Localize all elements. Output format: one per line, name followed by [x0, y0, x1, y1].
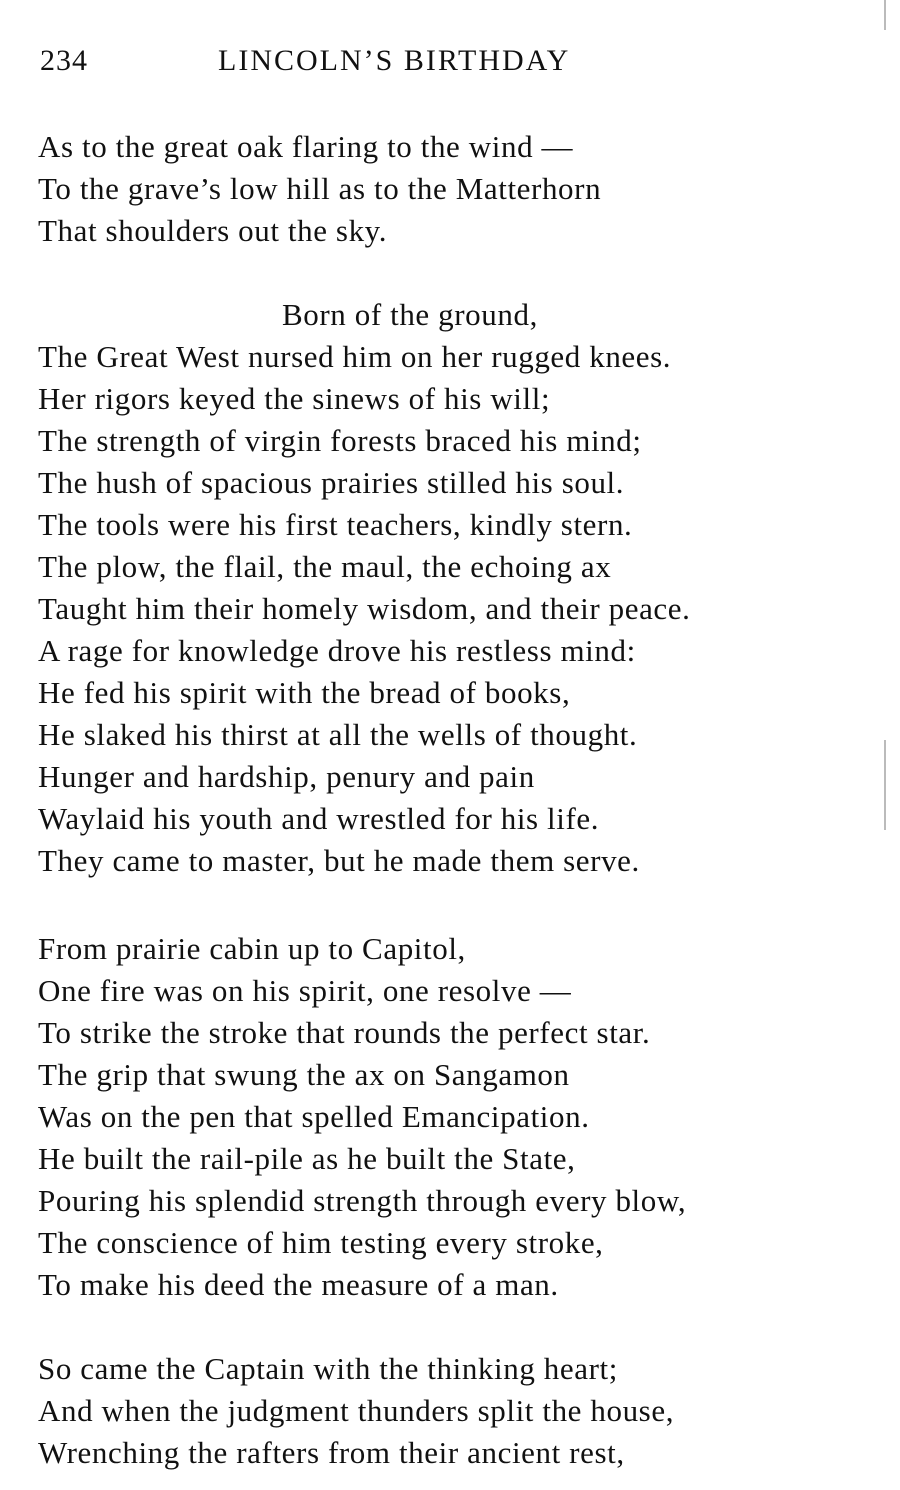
poem-line-indented: Born of the ground,	[282, 297, 538, 332]
poem-line: The conscience of him testing every stroke,	[38, 1225, 604, 1260]
poem-line: He fed his spirit with the bread of books,	[38, 675, 571, 710]
poem-line: To make his deed the measure of a man.	[38, 1267, 559, 1302]
poem-line: Pouring his splendid strength through every blow,	[38, 1183, 687, 1218]
poem-line: The hush of spacious prairies stilled his soul.	[38, 465, 625, 500]
poem-line: Wrenching the rafters from their ancient rest,	[38, 1435, 625, 1470]
poem-line: Hunger and hardship, penury and pain	[38, 759, 535, 794]
poem-line: The plow, the flail, the maul, the echoing ax	[38, 549, 612, 584]
poem-line: So came the Captain with the thinking heart;	[38, 1351, 618, 1386]
poem-line: Her rigors keyed the sinews of his will;	[38, 381, 551, 416]
poem-line: That shoulders out the sky.	[38, 213, 388, 248]
page-header	[40, 44, 840, 94]
running-title: LINCOLN’S BIRTHDAY	[218, 44, 571, 77]
poem-line: The tools were his first teachers, kindly stern.	[38, 507, 633, 542]
stanza-1	[38, 126, 601, 252]
poem-line: They came to master, but he made them serve.	[38, 843, 640, 878]
page-number: 234	[40, 44, 88, 77]
poem-line: From prairie cabin up to Capitol,	[38, 931, 466, 966]
poem-line: The Great West nursed him on her rugged knees.	[38, 339, 672, 374]
stanza-4	[38, 1348, 674, 1474]
poem-line: As to the great oak flaring to the wind —	[38, 129, 574, 164]
poem-line: Was on the pen that spelled Emancipation.	[38, 1099, 590, 1134]
poem-line: One fire was on his spirit, one resolve —	[38, 973, 572, 1008]
poem-line: The grip that swung the ax on Sangamon	[38, 1057, 570, 1092]
poem-line: And when the judgment thunders split the house,	[38, 1393, 675, 1428]
poem-line: To strike the stroke that rounds the perfect star.	[38, 1015, 651, 1050]
poem-line: He built the rail-pile as he built the State,	[38, 1141, 576, 1176]
poem-line: Waylaid his youth and wrestled for his life.	[38, 801, 600, 836]
stanza-3	[38, 928, 686, 1306]
poem-line: Taught him their homely wisdom, and their peace.	[38, 591, 691, 626]
page-edge-mark	[884, 740, 886, 830]
page-edge-mark	[884, 0, 886, 30]
poem-line: He slaked his thirst at all the wells of thought.	[38, 717, 638, 752]
poem-line: To the grave’s low hill as to the Matterhorn	[38, 171, 602, 206]
poem-line: A rage for knowledge drove his restless mind:	[38, 633, 636, 668]
poem-line: The strength of virgin forests braced his mind;	[38, 423, 642, 458]
stanza-2	[38, 294, 691, 882]
